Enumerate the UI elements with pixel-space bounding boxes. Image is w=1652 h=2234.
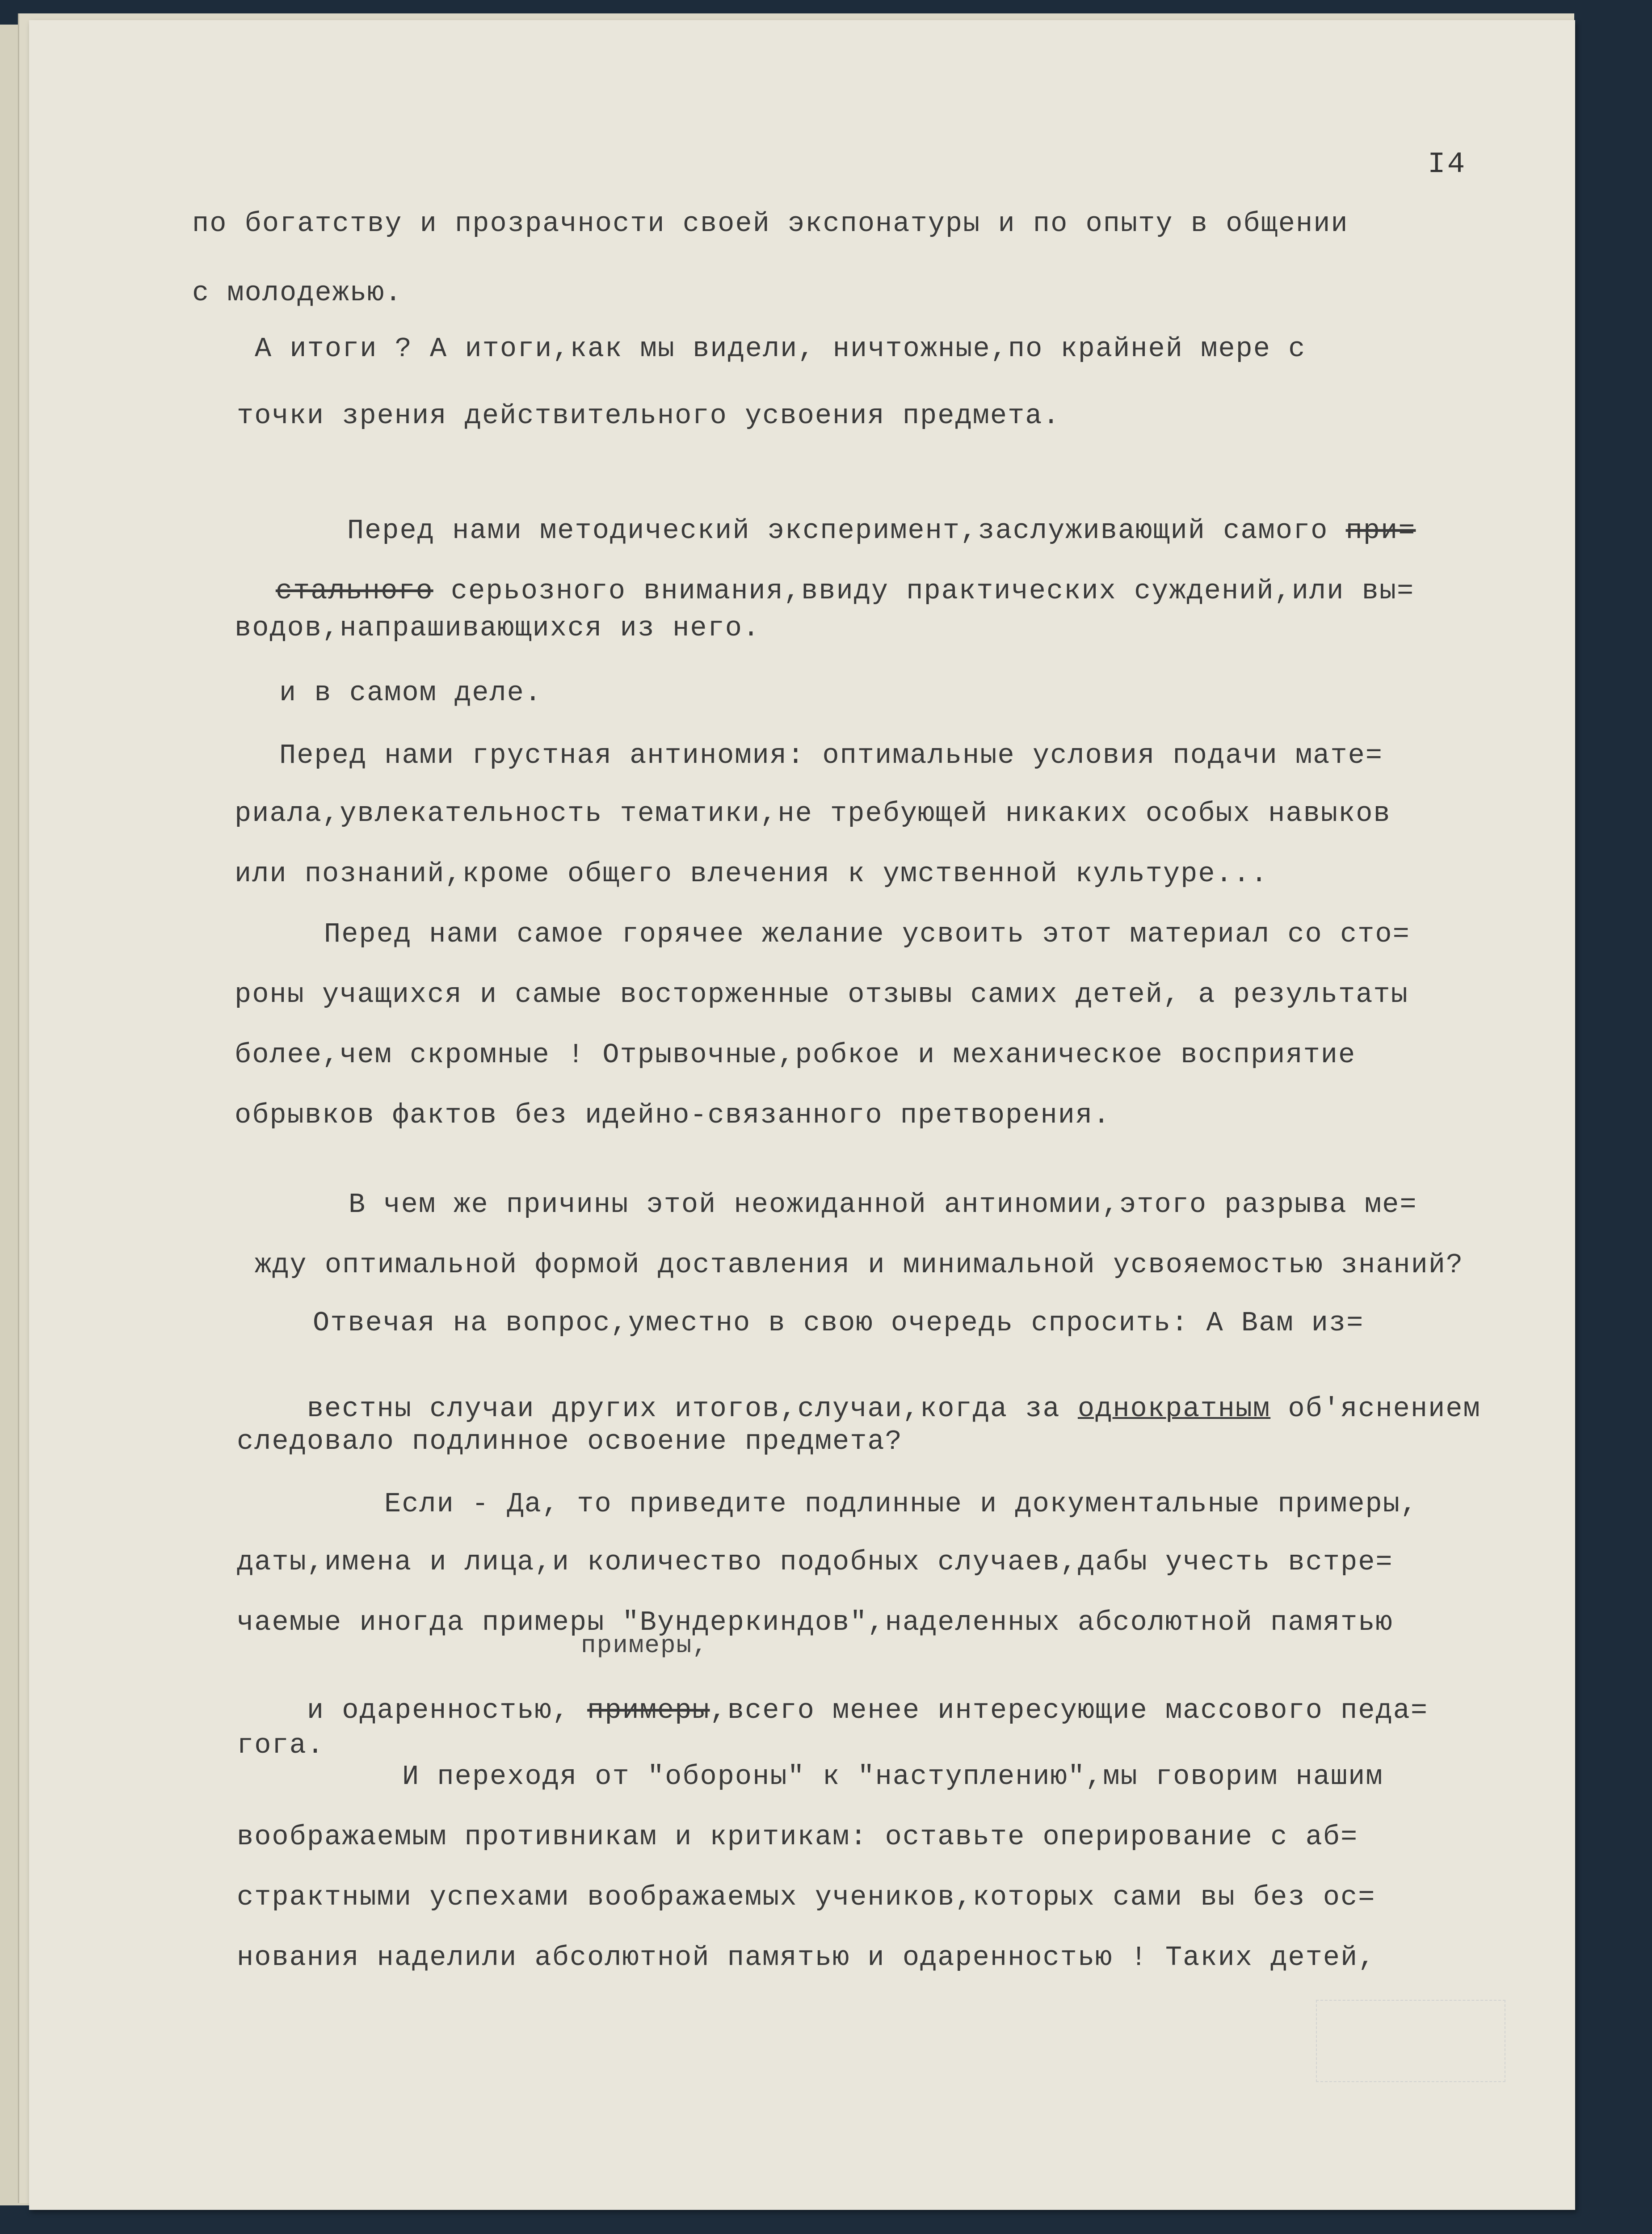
text-line: следовало подлинное освоение предмета? [237,1426,903,1457]
text-line: чаемые иногда примеры "Вундеркиндов",наделенных абсолютной памятью [237,1607,1393,1638]
text-line: И переходя от "обороны" к "наступлению",мы говорим нашим [402,1761,1383,1792]
page-number: I4 [1428,147,1467,181]
text-line: Отвечая на вопрос,уместно в свою очередь спросить: А Вам из= [313,1307,1364,1339]
text-line: Если - Да, то приведите подлинные и документальные примеры, [384,1488,1418,1520]
text-line: с молодежью. [192,277,403,309]
text-line [237,1669,1428,1752]
text-line: даты,имена и лица,и количество подобных случаев,дабы учесть встре= [237,1546,1393,1578]
text-line: Перед нами самое горячее желание усвоить этот материал со сто= [324,918,1410,950]
text-line: или познаний,кроме общего влечения к умственной культуре... [235,858,1269,890]
text-line: Перед нами грустная антиномия: оптимальные условия подачи мате= [279,740,1383,771]
struck-text: при= [1345,515,1416,547]
text-line: воображаемым противникам и критикам: оставьте оперирование с аб= [237,1821,1358,1853]
text-fragment: ,всего менее интересующие массового педа= [710,1695,1429,1726]
underlined-word: однократным [1077,1393,1271,1425]
text-fragment: и одаренностью, [307,1695,570,1726]
text-line: роны учащихся и самые восторженные отзывы самих детей, а результаты [235,979,1408,1010]
handwritten-insertion: примеры, [581,1631,708,1660]
text-line: гога. [237,1729,325,1761]
struck-text: примеры [587,1695,710,1726]
text-line: обрывков фактов без идейно-связанного претворения. [235,1099,1111,1131]
text-fragment: вестны случаи других итогов,случаи,когда за [307,1393,1060,1425]
text-line: нования наделили абсолютной памятью и одаренностью ! Таких детей, [237,1942,1376,1973]
text-line: точки зрения действительного усвоения предмета. [237,400,1060,432]
text-fragment: серьозного внимания,ввиду практических суждений,или вы= [450,575,1415,607]
text-line: жду оптимальной формой доставления и минимальной усвояемостью знаний? [255,1249,1464,1281]
text-line: и в самом деле. [279,677,542,709]
text-fragment: Перед нами методический эксперимент,заслуживающий самого [347,515,1328,547]
text-line: более,чем скромные ! Отрывочные,робкое и механическое восприятие [235,1039,1356,1071]
struck-text: стального [275,575,433,607]
text-line: А итоги ? А итоги,как мы видели, ничтожные,по крайней мере с [255,333,1306,365]
text-line: страктными успехами воображаемых учеников,которых сами вы без ос= [237,1881,1376,1913]
text-fragment: об'яснением [1288,1393,1481,1425]
faint-stamp [1316,2000,1505,2082]
text-line: по богатству и прозрачности своей экспонатуры и по опыту в общении [192,208,1349,240]
text-line: водов,напрашивающихся из него. [235,612,761,644]
text-line: В чем же причины этой неожиданной антиномии,этого разрыва ме= [349,1189,1417,1220]
text-line: риала,увлекательность тематики,не требующей никаких особых навыков [235,798,1391,829]
document-page [29,20,1575,2210]
